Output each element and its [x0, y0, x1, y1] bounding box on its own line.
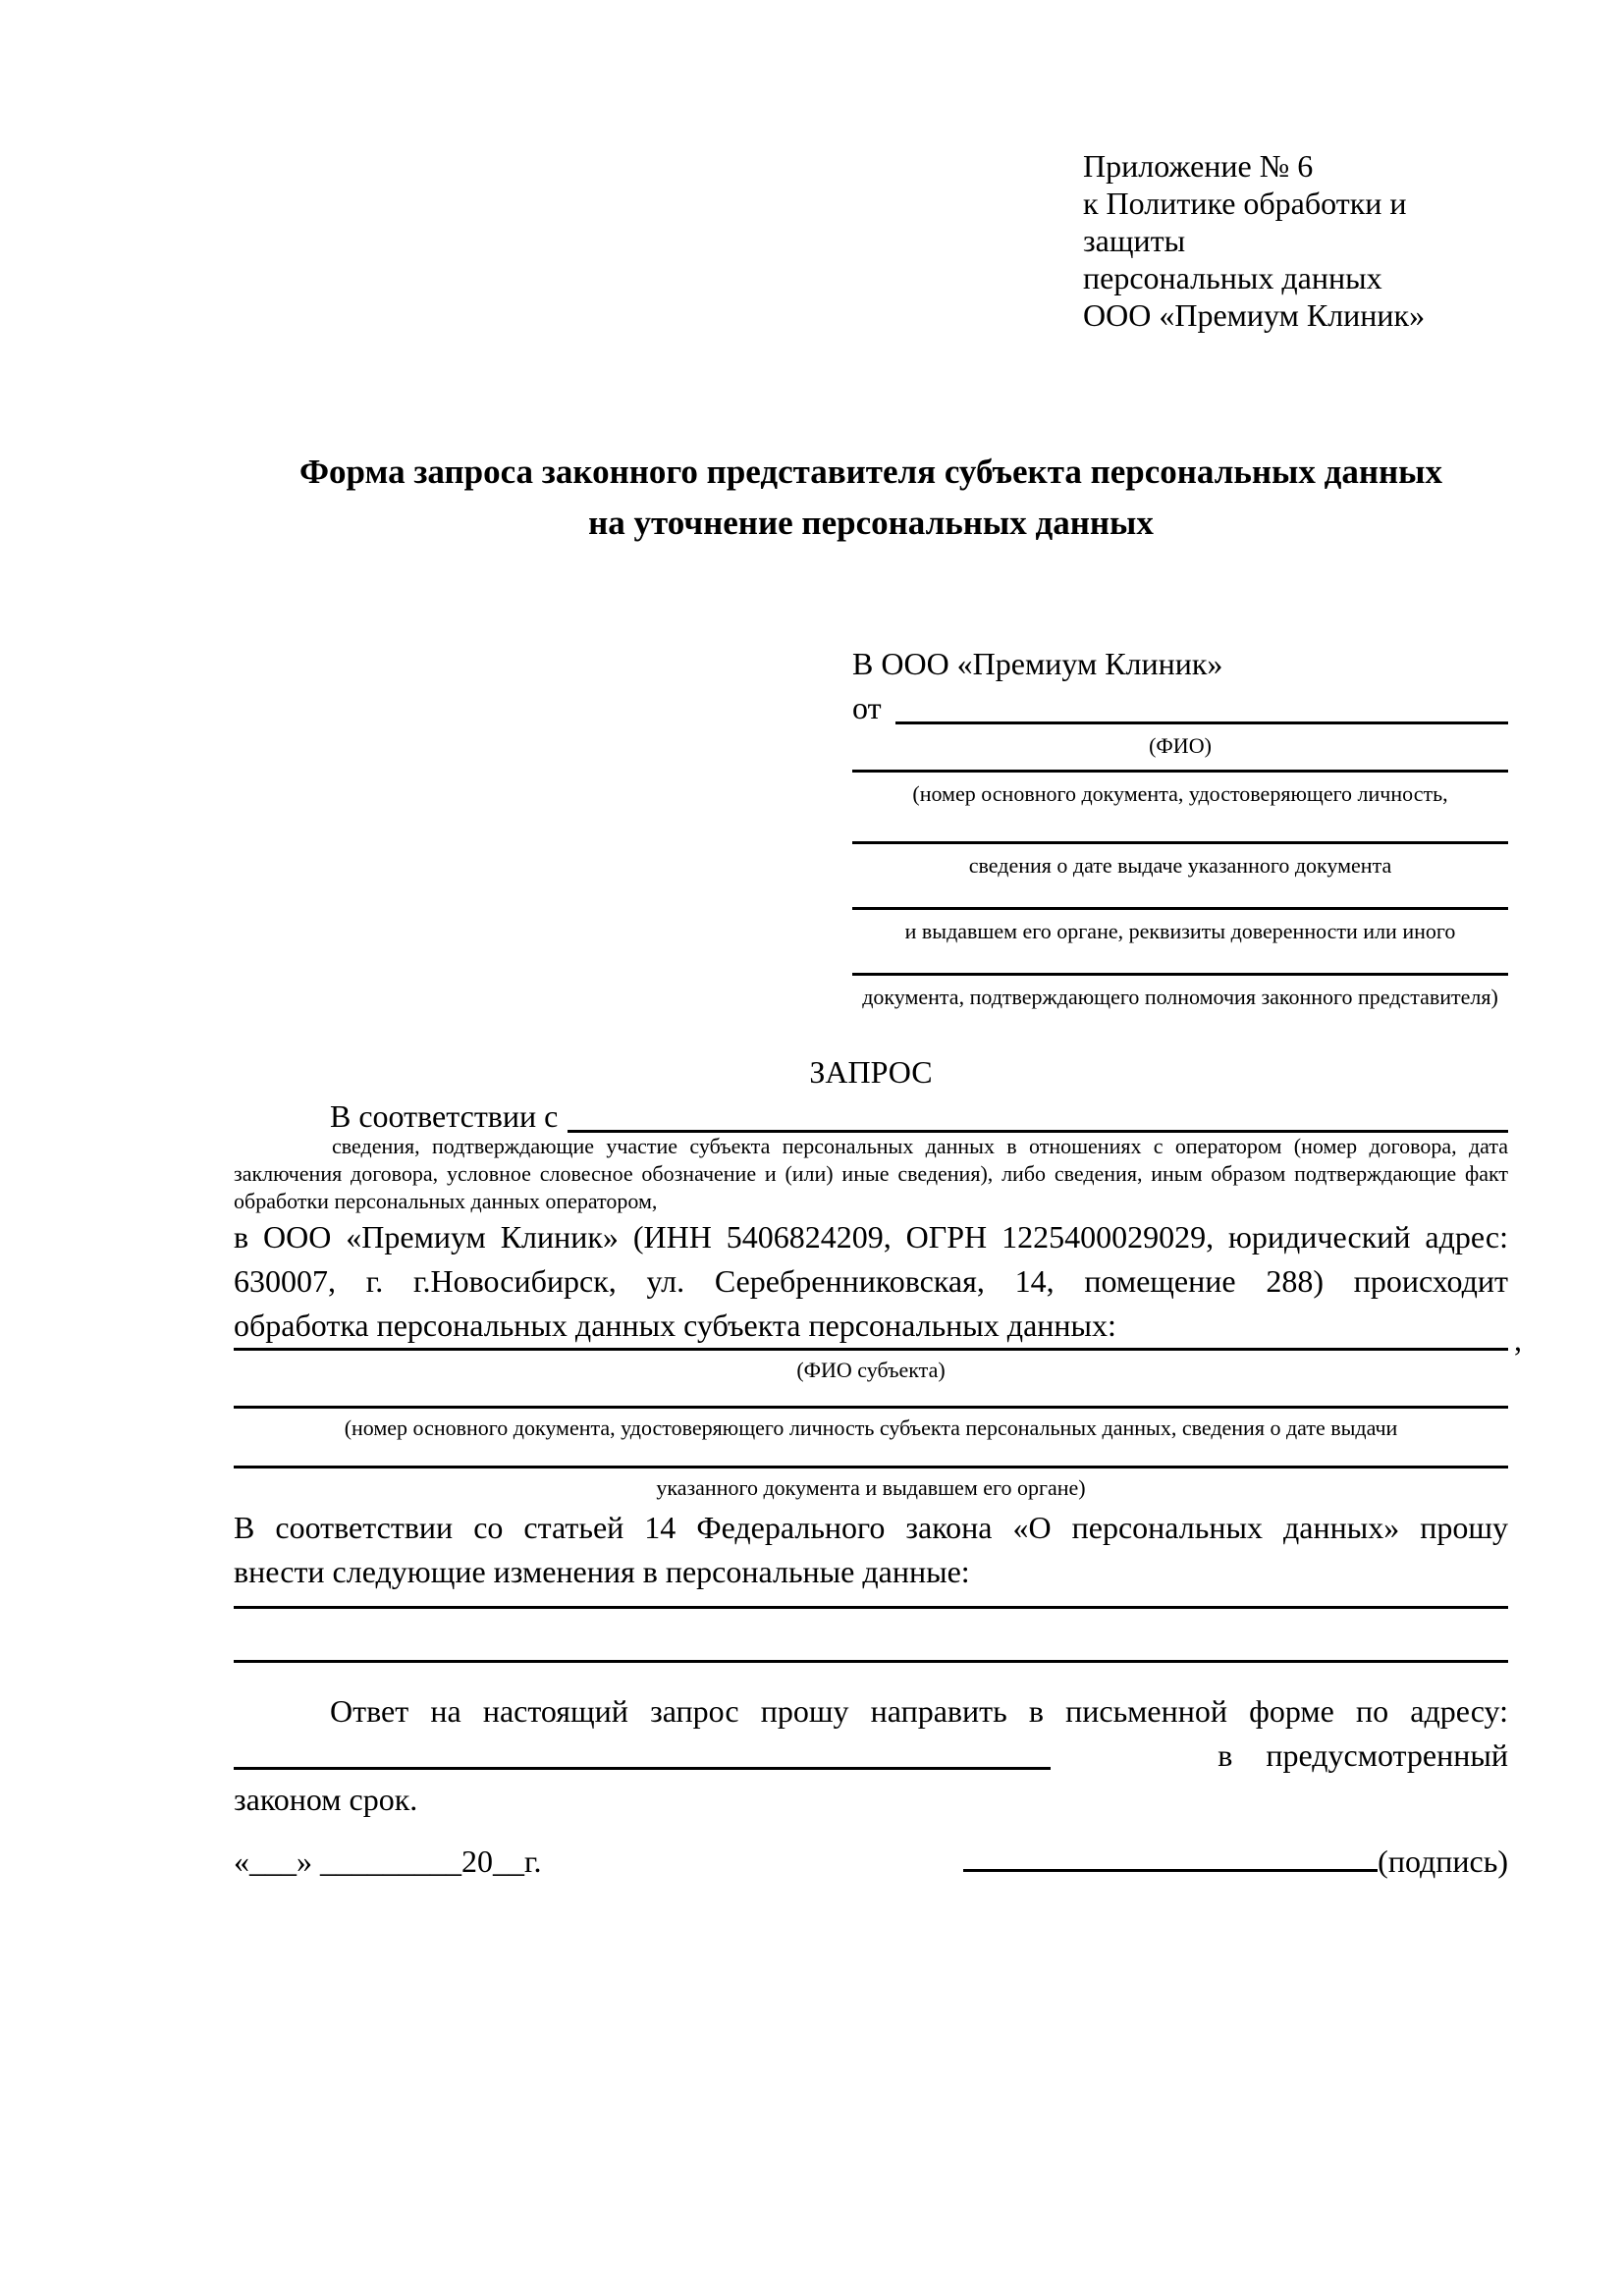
representative-doc-line-4[interactable] [852, 973, 1508, 976]
operator-paragraph-line: в ООО «Премиум Клиник» (ИНН 5406824209, ОГРН 1225400029029, юридический адрес: [234, 1219, 1508, 1255]
answer-paragraph [234, 1689, 1508, 1822]
answer-suffix: в предусмотренный [1218, 1737, 1508, 1773]
answer-paragraph-line: Ответ на настоящий запрос прошу направить в письменной форме по адресу: [330, 1693, 1508, 1729]
form-title [234, 447, 1508, 549]
appendix-line: ООО «Премиум Клиник» [1083, 297, 1426, 333]
changes-input-line-2[interactable] [234, 1660, 1508, 1663]
trailing-comma: , [1514, 1322, 1522, 1358]
address-row [234, 1734, 1508, 1778]
appendix-line: к Политике обработки и защиты [1083, 186, 1407, 258]
representative-doc-caption-3: и выдавшем его органе, реквизиты доверенности или иного [904, 919, 1456, 943]
basis-footnote-line: обработки персональных данных оператором, [234, 1189, 658, 1213]
date-field[interactable]: «___» _________20__г. [234, 1843, 542, 1879]
representative-doc-caption-1: (номер основного документа, удостоверяющего личность, [912, 781, 1448, 806]
representative-doc-line-2[interactable] [852, 841, 1508, 844]
operator-paragraph [234, 1215, 1508, 1348]
law-paragraph-line: В соответствии со статьей 14 Федерального закона «О персональных данных» прошу [234, 1510, 1508, 1545]
answer-closing: законом срок. [234, 1782, 418, 1817]
appendix-line: персональных данных [1083, 260, 1382, 295]
appendix-line: Приложение № 6 [1083, 148, 1314, 184]
form-title-line2: на уточнение персональных данных [588, 504, 1154, 542]
basis-footnote [234, 1133, 1508, 1215]
representative-doc-caption-4: документа, подтверждающего полномочия законного представителя) [862, 985, 1498, 1009]
subject-doc-line-2[interactable] [234, 1466, 1508, 1468]
footer-row [234, 1840, 1508, 1884]
addressee-from-row [852, 686, 1508, 730]
signature-input-line[interactable] [963, 1842, 1378, 1872]
basis-prefix: В соответствии с [330, 1098, 559, 1134]
law-paragraph-line: внести следующие изменения в персональные данные: [234, 1554, 970, 1589]
appendix-note [1083, 0, 1508, 334]
operator-paragraph-line: обработка персональных данных субъекта персональных данных: [234, 1308, 1116, 1343]
form-title-line1: Форма запроса законного представителя субъекта персональных данных [299, 453, 1442, 491]
subject-doc-caption-2: указанного документа и выдавшем его органе) [656, 1475, 1086, 1500]
basis-footnote-line: сведения, подтверждающие участие субъекта персональных данных в отношениях с оператором (номер договора, дата [332, 1134, 1508, 1158]
representative-doc-caption-2: сведения о дате выдаче указанного документа [968, 853, 1392, 878]
request-heading: ЗАПРОС [809, 1054, 933, 1090]
operator-paragraph-line: 630007, г. г.Новосибирск, ул. Серебренниковская, 14, помещение 288) происходит [234, 1263, 1508, 1299]
address-input-line[interactable] [234, 1767, 1051, 1770]
basis-footnote-line: заключения договора, условное словесное обозначение и (или) иные сведения), либо сведения, иным образом подтверждающие факт [234, 1161, 1508, 1186]
subject-doc-caption-1: (номер основного документа, удостоверяющего личность субъекта персональных данных, сведения о дате выдачи [344, 1415, 1398, 1440]
representative-doc-line-1[interactable] [852, 770, 1508, 773]
signature-caption: (подпись) [1378, 1843, 1508, 1879]
subject-doc-line-1[interactable] [234, 1406, 1508, 1409]
representative-doc-line-3[interactable] [852, 907, 1508, 910]
addressee-to: В ООО «Премиум Клиник» [852, 646, 1223, 681]
signature-group [963, 1840, 1508, 1884]
basis-input-line[interactable] [568, 1095, 1508, 1133]
changes-input-line-1[interactable] [234, 1606, 1508, 1609]
from-label: от [852, 690, 882, 725]
law-paragraph [234, 1506, 1508, 1594]
subject-fio-caption: (ФИО субъекта) [796, 1358, 946, 1382]
fio-caption: (ФИО) [1149, 733, 1212, 758]
representative-fio-line[interactable] [895, 686, 1508, 724]
